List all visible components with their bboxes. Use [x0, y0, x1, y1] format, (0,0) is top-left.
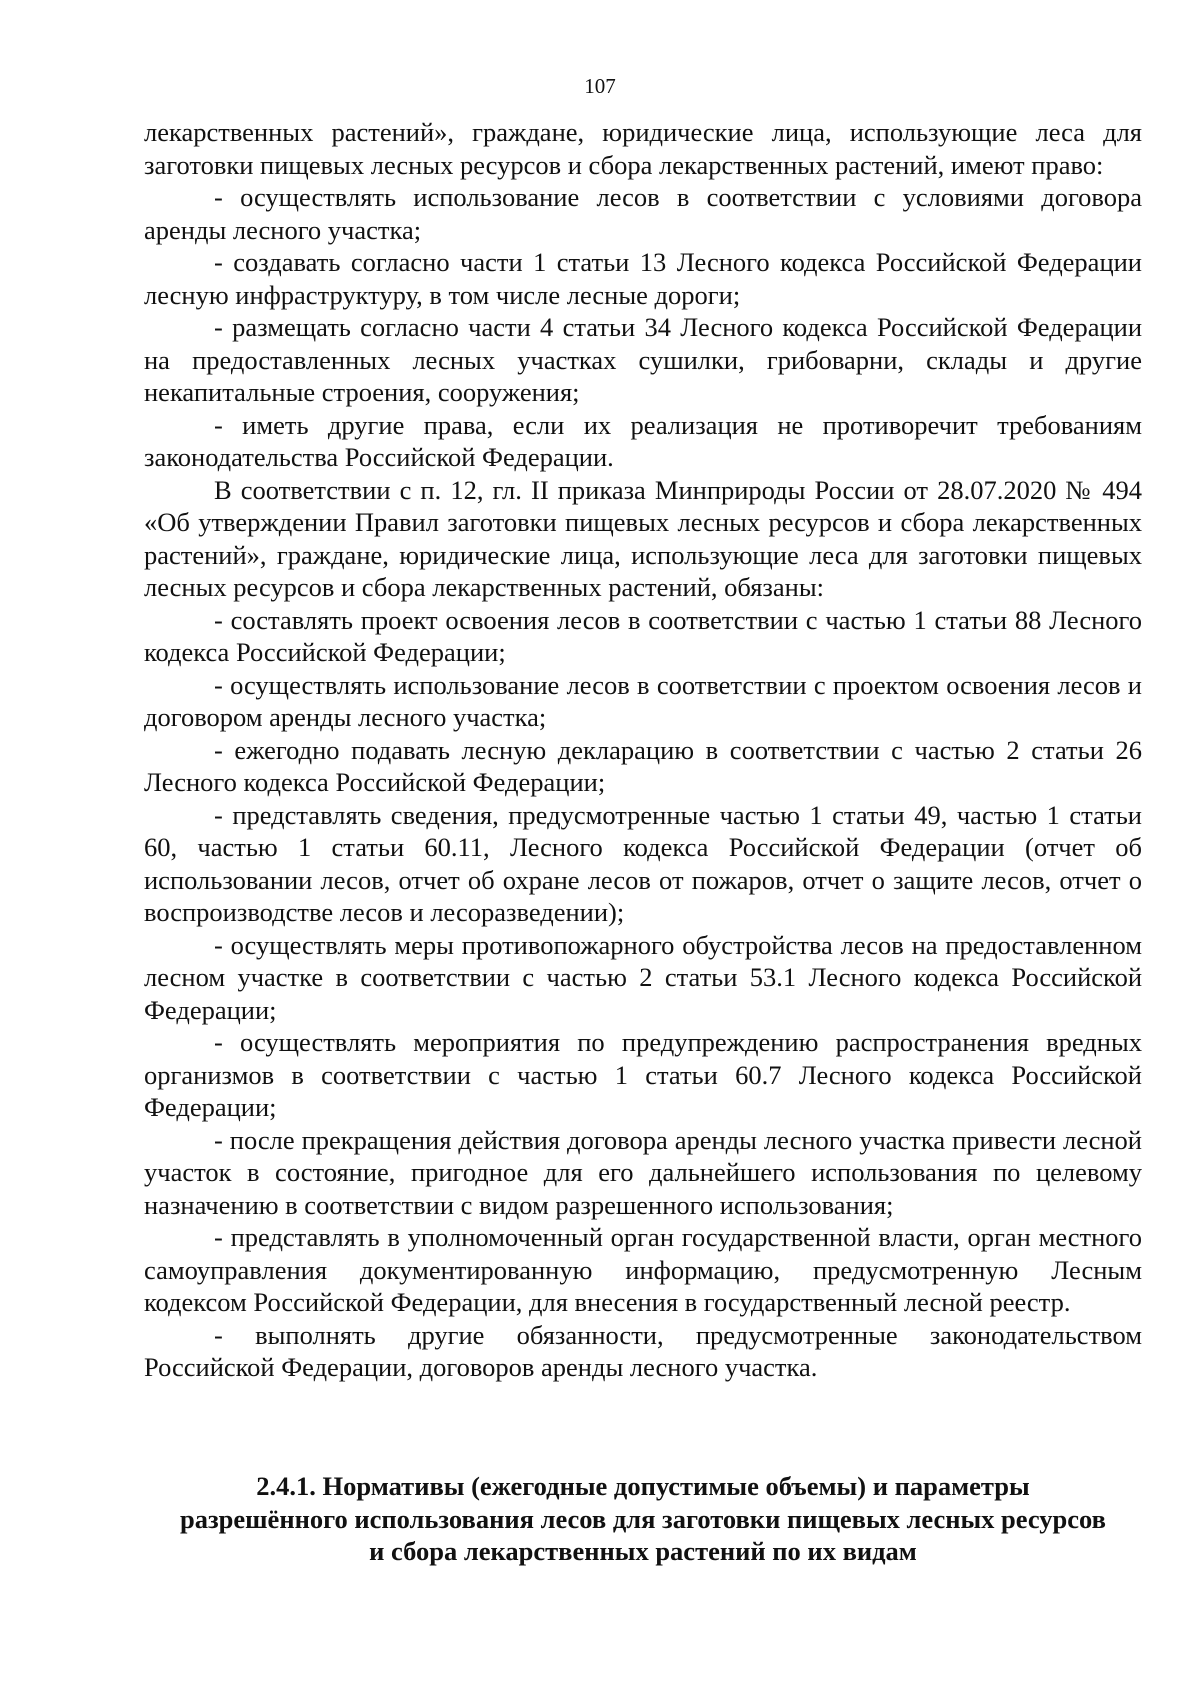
list-item: - ежегодно подавать лесную декларацию в соответствии с частью 2 статьи 26 Лесного кодекса Российской Федерации; — [144, 734, 1142, 797]
paragraph-rights-intro: лекарственных растений», граждане, юридические лица, использующие леса для заготовки пищевых лесных ресурсов и сбора лекарственных растений, имеют право: — [144, 117, 1142, 180]
list-item: - представлять сведения, предусмотренные частью 1 статьи 49, частью 1 статьи 60, частью 1 статьи 60.11, Лесного кодекса Российской Федерации (отчет об использовании лесов, отчет об охране лесов от пожаров, отчет о защите лесов, отчет о воспроизводстве лесов и лесоразведении); — [144, 799, 1142, 927]
section-heading — [144, 1470, 1142, 1568]
list-item: - составлять проект освоения лесов в соответствии с частью 1 статьи 88 Лесного кодекса Российской Федерации; — [144, 604, 1142, 667]
list-item: - осуществлять меры противопожарного обустройства лесов на предоставленном лесном участке в соответствии с частью 2 статьи 53.1 Лесного кодекса Российской Федерации; — [144, 929, 1142, 1025]
section-heading-line: разрешённого использования лесов для заготовки пищевых лесных ресурсов — [180, 1503, 1106, 1534]
list-item: - размещать согласно части 4 статьи 34 Лесного кодекса Российской Федерации на предоставленных лесных участках сушилки, грибоварни, склады и другие некапитальные строения, сооружения; — [144, 312, 1142, 407]
body-text — [144, 116, 1142, 1384]
list-item: - иметь другие права, если их реализация не противоречит требованиям законодательства Российской Федерации. — [144, 409, 1142, 472]
section-heading-line: 2.4.1. Нормативы (ежегодные допустимые объемы) и параметры — [256, 1471, 1030, 1501]
page-number: 107 — [584, 74, 616, 98]
section-heading-line: и сбора лекарственных растений по их видам — [369, 1536, 917, 1566]
list-item: - осуществлять использование лесов в соответствии с проектом освоения лесов и договором аренды лесного участка; — [144, 669, 1142, 732]
paragraph-obligations-intro: В соответствии с п. 12, гл. II приказа Минприроды России от 28.07.2020 № 494 «Об утверждении Правил заготовки пищевых лесных ресурсов и сбора лекарственных растений», граждане, юридические лица, использующие леса для заготовки пищевых лесных ресурсов и сбора лекарственных растений, обязаны: — [144, 474, 1142, 602]
list-item: - создавать согласно части 1 статьи 13 Лесного кодекса Российской Федерации лесную инфраструктуру, в том числе лесные дороги; — [144, 247, 1142, 310]
list-item: - после прекращения действия договора аренды лесного участка привести лесной участок в состояние, пригодное для его дальнейшего использования по целевому назначению в соответствии с видом разрешенного использования; — [144, 1124, 1142, 1220]
list-item: - осуществлять мероприятия по предупреждению распространения вредных организмов в соответствии с частью 1 статьи 60.7 Лесного кодекса Российской Федерации; — [144, 1027, 1142, 1122]
list-item: - выполнять другие обязанности, предусмотренные законодательством Российской Федерации, договоров аренды лесного участка. — [144, 1319, 1142, 1382]
list-item: - осуществлять использование лесов в соответствии с условиями договора аренды лесного участка; — [144, 182, 1142, 245]
list-item: - представлять в уполномоченный орган государственной власти, орган местного самоуправления документированную информацию, предусмотренную Лесным кодексом Российской Федерации, для внесения в государственный лесной реестр. — [144, 1222, 1142, 1317]
